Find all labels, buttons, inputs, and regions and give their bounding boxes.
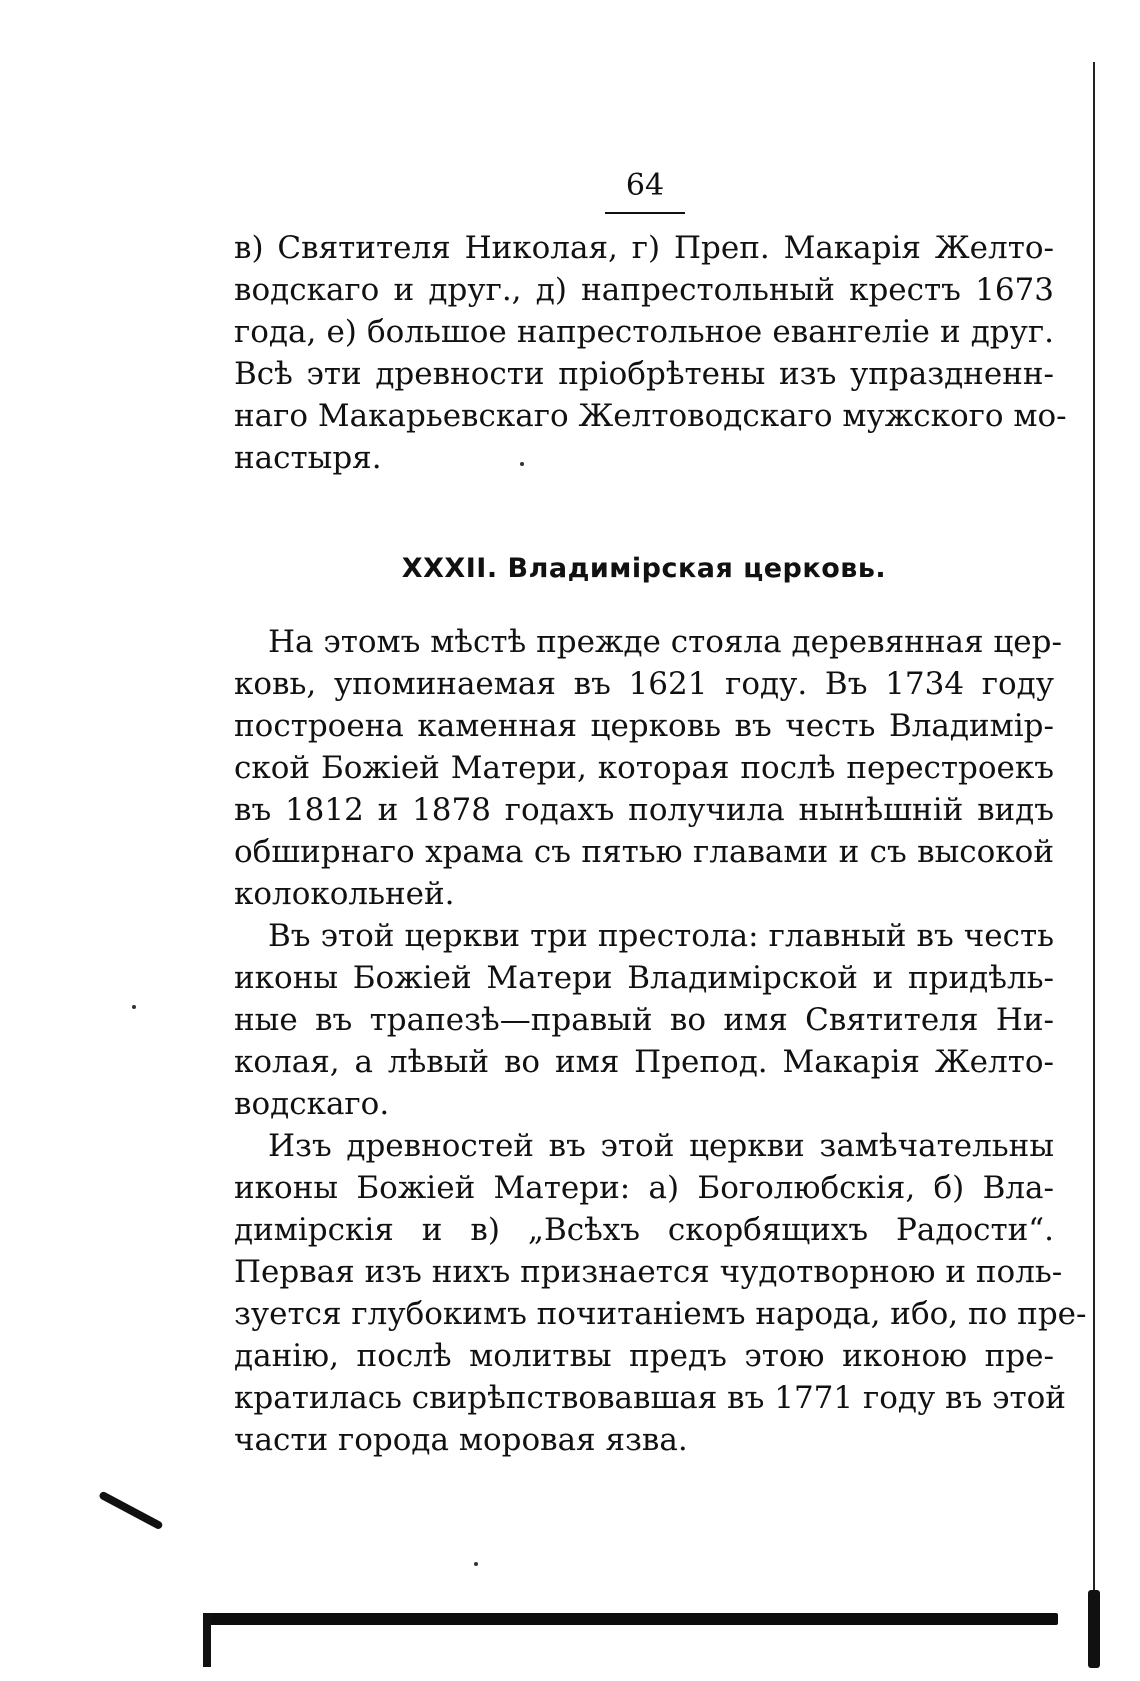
text-line: иконы Божіей Матери: а) Боголюбскія, б) Вла- xyxy=(234,1170,1054,1206)
text-line: На этомъ мѣстѣ прежде стояла деревянная цер- xyxy=(268,624,1062,660)
text-line: ской Божіей Матери, которая послѣ перестроекъ xyxy=(234,750,1054,786)
ink-speck xyxy=(474,1562,478,1566)
text-line: въ 1812 и 1878 годахъ получила нынѣшній видъ xyxy=(234,792,1054,828)
text-line: построена каменная церковь въ честь Владимір- xyxy=(234,708,1054,744)
text-line: водскаго и друг., д) напрестольный крестъ 1673 xyxy=(234,272,1054,308)
text-line: в) Святителя Николая, г) Преп. Макарія Желто- xyxy=(234,230,1054,266)
bottom-edge-tick xyxy=(203,1613,211,1667)
page-number: 64 xyxy=(625,168,665,203)
text-line: настыря. xyxy=(234,440,382,476)
bottom-edge-bar xyxy=(203,1613,1058,1625)
text-line: обширнаго храма съ пятью главами и съ высокой xyxy=(234,834,1054,870)
text-line: данію, послѣ молитвы предъ этою иконою пре- xyxy=(234,1338,1054,1374)
text-line: Первая изъ нихъ признается чудотворною и поль- xyxy=(234,1254,1063,1290)
ink-speck xyxy=(132,1005,136,1009)
page-edge-mark xyxy=(1088,1590,1100,1668)
page-edge-line xyxy=(1093,62,1095,1617)
text-line: наго Макарьевскаго Желтоводскаго мужского мо- xyxy=(234,398,1067,434)
ink-smudge xyxy=(98,1490,164,1530)
text-line: части города моровая язва. xyxy=(234,1422,688,1458)
text-line: Изъ древностей въ этой церкви замѣчательны xyxy=(268,1128,1054,1164)
text-line: года, е) большое напрестольное евангеліе и друг. xyxy=(234,314,1054,350)
text-line: зуется глубокимъ почитаніемъ народа, ибо, по пре- xyxy=(234,1296,1087,1332)
text-line: ковь, упоминаемая въ 1621 году. Въ 1734 году xyxy=(234,666,1054,702)
text-line: колокольней. xyxy=(234,876,455,912)
text-line: димірскія и в) „Всѣхъ скорбящихъ Радости“. xyxy=(234,1212,1054,1248)
page-number-underline xyxy=(605,212,685,214)
text-line: Всѣ эти древности пріобрѣтены изъ упраздненн- xyxy=(234,356,1054,392)
section-heading: XXXII. Владимірская церковь. xyxy=(401,553,887,584)
text-line: водскаго. xyxy=(234,1086,390,1122)
text-line: Въ этой церкви три престола: главный въ честь xyxy=(268,918,1054,954)
ink-speck xyxy=(520,462,524,466)
text-line: кратилась свирѣпствовавшая въ 1771 году въ этой xyxy=(234,1380,1066,1416)
text-line: ные въ трапезѣ—правый во имя Святителя Ни- xyxy=(234,1002,1054,1038)
text-line: колая, а лѣвый во имя Препод. Макарія Желто- xyxy=(234,1044,1054,1080)
text-line: иконы Божіей Матери Владимірской и придѣль- xyxy=(234,960,1054,996)
